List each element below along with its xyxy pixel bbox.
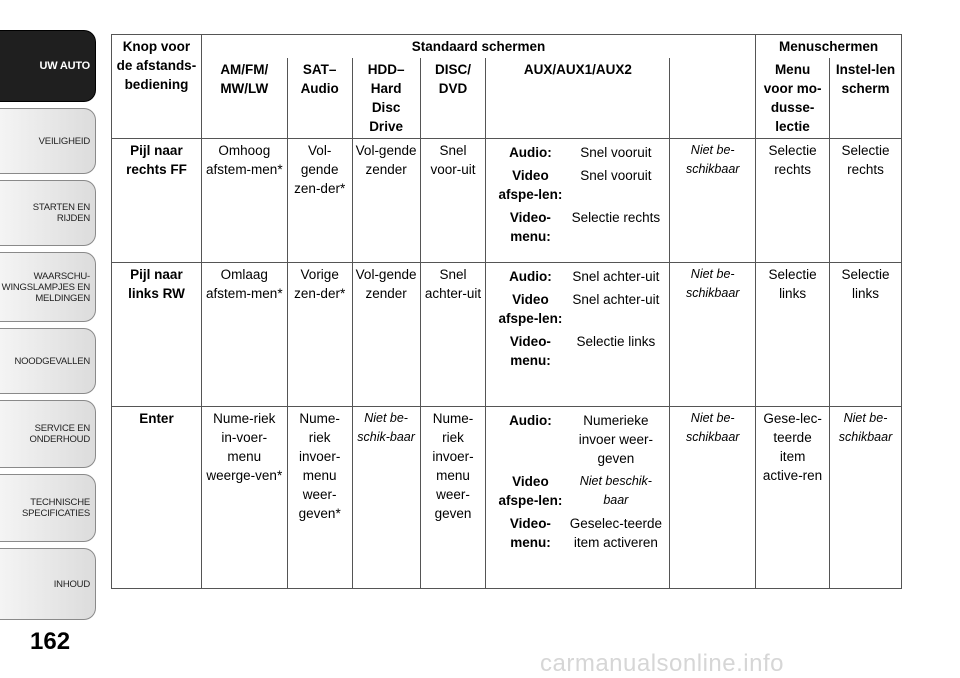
row-amfm: Omlaag afstem-men* — [201, 263, 287, 407]
row-menukeuze: Selectie rechts — [756, 139, 830, 263]
row-aux — [486, 139, 670, 263]
header-aux: AUX/AUX1/AUX2 — [486, 58, 670, 139]
table-row — [112, 263, 902, 407]
aux-video — [489, 470, 666, 512]
row-aux-extra: Niet be-schikbaar — [670, 139, 756, 263]
aux-video-label: Video afspe-len: — [498, 474, 563, 508]
row-disc: Snel voor-uit — [420, 139, 486, 263]
row-amfm: Omhoog afstem-men* — [201, 139, 287, 263]
table-row — [112, 407, 902, 589]
row-aux — [486, 407, 670, 589]
header-row-2 — [112, 58, 902, 139]
aux-audio — [489, 409, 666, 470]
row-disc: Snel achter-uit — [420, 263, 486, 407]
page-number: 162 — [30, 628, 71, 655]
header-standaard: Standaard schermen — [201, 35, 755, 59]
row-amfm: Nume-riek in-voer-menu weerge-ven* — [201, 407, 287, 589]
watermark: carmanualsonline.info — [540, 650, 784, 677]
aux-audio-label: Audio: — [509, 413, 552, 428]
aux-video-label: Video afspe-len: — [498, 292, 563, 326]
row-knop: Pijl naar rechts FF — [112, 139, 202, 263]
aux-audio — [489, 141, 666, 164]
aux-video-label: Video afspe-len: — [498, 168, 563, 202]
row-instel: Selectie rechts — [830, 139, 902, 263]
aux-audio-value: Numerieke invoer weer-geven — [578, 413, 653, 466]
aux-video — [489, 164, 666, 206]
header-sat: SAT– Audio — [287, 58, 352, 139]
tab-starten-en-rijden[interactable]: STARTEN EN RIJDEN — [0, 180, 96, 246]
tab-service-en-onderhoud[interactable]: SERVICE EN ONDERHOUD — [0, 400, 96, 468]
row-aux-extra: Niet be-schikbaar — [670, 263, 756, 407]
header-disc: DISC/ DVD — [420, 58, 486, 139]
aux-menu — [489, 206, 666, 248]
row-hdd: Vol-gende zender — [352, 139, 420, 263]
tab-veiligheid[interactable]: VEILIGHEID — [0, 108, 96, 174]
header-menu: Menuschermen — [756, 35, 902, 59]
aux-audio-value: Snel achter-uit — [572, 269, 660, 284]
header-knop: Knop voor de afstands-bediening — [112, 35, 202, 139]
row-hdd: Vol-gende zender — [352, 263, 420, 407]
aux-menu-label: Video-menu: — [509, 210, 551, 244]
tab-uw-auto[interactable]: UW AUTO — [0, 30, 96, 102]
header-instel: Instel-len scherm — [830, 58, 902, 139]
tab-inhoud[interactable]: INHOUD — [0, 548, 96, 620]
aux-audio-value: Snel vooruit — [580, 145, 652, 160]
aux-menu-label: Video-menu: — [509, 516, 551, 550]
row-menukeuze: Gese-lec-teerde item active-ren — [756, 407, 830, 589]
row-hdd: Niet be-schik-baar — [352, 407, 420, 589]
header-hdd: HDD– Hard Disc Drive — [352, 58, 420, 139]
row-disc: Nume-riek invoer-menu weer-geven — [420, 407, 486, 589]
row-instel: Selectie links — [830, 263, 902, 407]
aux-audio — [489, 265, 666, 288]
aux-menu-label: Video-menu: — [509, 334, 551, 368]
header-row-1 — [112, 35, 902, 59]
aux-audio-label: Audio: — [509, 145, 552, 160]
row-aux-extra: Niet be-schikbaar — [670, 407, 756, 589]
row-menukeuze: Selectie links — [756, 263, 830, 407]
header-amfm: AM/FM/ MW/LW — [201, 58, 287, 139]
aux-menu-value: Selectie rechts — [571, 210, 661, 225]
row-sat: Nume-riek invoer-menu weer-geven* — [287, 407, 352, 589]
remote-control-table — [111, 34, 902, 589]
table-row — [112, 139, 902, 263]
header-menukeuze: Menu voor mo-dusse-lectie — [756, 58, 830, 139]
row-knop: Enter — [112, 407, 202, 589]
aux-video-value: Niet beschik-baar — [579, 474, 652, 507]
row-sat: Vorige zen-der* — [287, 263, 352, 407]
row-aux — [486, 263, 670, 407]
aux-video-value: Snel vooruit — [580, 168, 652, 183]
row-sat: Vol-gende zen-der* — [287, 139, 352, 263]
tab-waarschuwingslampjes[interactable]: WAARSCHU- WINGSLAMPJES EN MELDINGEN — [0, 252, 96, 322]
aux-audio-label: Audio: — [509, 269, 552, 284]
aux-menu — [489, 512, 666, 554]
aux-video — [489, 288, 666, 330]
header-aux-extra — [670, 58, 756, 139]
aux-video-value: Snel achter-uit — [572, 292, 660, 307]
tab-noodgevallen[interactable]: NOODGEVALLEN — [0, 328, 96, 394]
aux-menu-value: Selectie links — [576, 334, 656, 349]
row-knop: Pijl naar links RW — [112, 263, 202, 407]
aux-menu-value: Geselec-teerde item activeren — [569, 516, 662, 550]
tab-technische-specificaties[interactable]: TECHNISCHE SPECIFICATIES — [0, 474, 96, 542]
row-instel: Niet be-schikbaar — [830, 407, 902, 589]
aux-menu — [489, 330, 666, 372]
